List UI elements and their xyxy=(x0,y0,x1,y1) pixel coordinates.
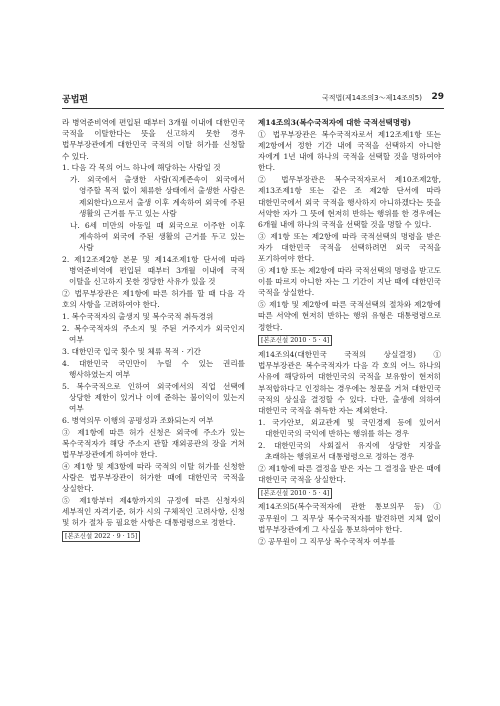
paragraph: ① 법무부장관은 복수국적자로서 제12조제1항 또는 제2항에서 정한 기간 내에 국적을 선택하지 아니한 자에게 1년 내에 하나의 국적을 선택할 것을 명하여야 한다. xyxy=(258,129,441,173)
paragraph: ② 법무부장관은 복수국적자로서 제10조제2항, 제13조제1항 또는 같은 조 제2항 단서에 따라 대한민국에서 외국 국적을 행사하지 아니하겠다는 뜻을 서약한 자가 그 뜻에 현저히 반하는 행위를 한 경우에는 6개월 내에 하나의 국적을 선택할 것을 명할 수 있다. xyxy=(258,175,441,230)
paragraph: 제14조의4(대한민국 국적의 상실결정) ① 법무부장관은 복수국적자가 다음 각 호의 어느 하나의 사유에 해당하여 대한민국의 국적을 보유함이 현저히 부적합하다고 인정하는 경우에는 청문을 거쳐 대한민국 국적의 상실을 결정할 수 있다. 다만, 출생에 의하여 대한민국 국적을 취득한 자는 제외한다. xyxy=(258,350,441,416)
paragraph: ③ 제1항 또는 제2항에 따라 국적선택의 명령을 받은 자가 대한민국 국적을 선택하려면 외국 국적을 포기하여야 한다. xyxy=(258,231,441,264)
header-rule xyxy=(62,108,444,109)
list-item: 2. 제12조제2항 본문 및 제14조제1항 단서에 따라 병역준비역에 편입된 때부터 3개월 이내에 국적 이탈을 신고하지 못한 정당한 사유가 있을 것 xyxy=(62,254,245,287)
section-title: 공법편 xyxy=(62,95,89,105)
page-header xyxy=(62,92,444,108)
amendment-badge: [본조신설 2010 · 5 · 4] xyxy=(258,488,332,499)
paragraph: 제14조의5(복수국적자에 관한 통보의무 등) ① 공무원이 그 직무상 복수국적자를 발견하면 지체 없이 법무부장관에게 그 사실을 통보하여야 한다. xyxy=(258,502,441,534)
paragraph: 라 병역준비역에 편입된 때부터 3개월 이내에 대한민국 국적을 이탈한다는 뜻을 신고하지 못한 경우 법무부장관에게 대한민국 국적의 이탈 허가를 신청할 수 있다. xyxy=(62,118,245,161)
list-item: 1. 복수국적자의 출생지 및 복수국적 취득경위 xyxy=(62,312,214,322)
list-item: 나. 6세 미만의 아동일 때 외국으로 이주한 이후 계속하여 외국에 주된 생활의 근거를 두고 있는 사람 xyxy=(70,220,245,253)
left-column xyxy=(62,117,245,545)
amendment-note xyxy=(258,486,441,501)
amendment-badge: [본조신설 2010 · 5 · 4] xyxy=(258,335,332,346)
paragraph: ② 법무부장관은 제1항에 따른 허가를 할 때 다음 각 호의 사항을 고려하여야 한다. xyxy=(62,289,245,310)
amendment-note xyxy=(62,529,245,544)
running-header: 국적법(제14조의3～제14조의5) xyxy=(321,94,422,102)
list-item: 1. 국가안보, 외교관계 및 국민경제 등에 있어서 대한민국의 국익에 반하는 행위를 하는 경우 xyxy=(258,417,441,439)
list-item: 3. 대한민국 입국 횟수 및 체류 목적 · 기간 xyxy=(62,346,202,356)
page-number: 29 xyxy=(431,92,444,102)
list-item: 5. 복수국적으로 인하여 외국에서의 직업 선택에 상당한 제한이 있거나 이에 준하는 불이익이 있는지 여부 xyxy=(62,381,245,414)
paragraph: ② 제1항에 따른 결정을 받은 자는 그 결정을 받은 때에 대한민국 국적을 상실한다. xyxy=(258,463,441,485)
paragraph: ③ 제1항에 따른 허가 신청은 외국에 주소가 있는 복수국적자가 해당 주소지 관할 재외공관의 장을 거쳐 법무부장관에게 하여야 한다. xyxy=(62,427,245,460)
right-column xyxy=(258,117,441,547)
amendment-badge: [본조신설 2022 · 9 · 15] xyxy=(62,531,140,542)
list-item: 1. 다음 각 목의 어느 하나에 해당하는 사람일 것 xyxy=(62,163,221,173)
list-item: 가. 외국에서 출생한 사람(직계존속이 외국에서 영주할 목적 없이 체류한 상태에서 출생한 사람은 제외한다)으로서 출생 이후 계속하여 외국에 주된 생활의 근거를 두고 있는 사람 xyxy=(70,175,245,218)
amendment-note xyxy=(258,333,441,348)
paragraph: ② 공무원이 그 직무상 복수국적자 여부를 xyxy=(258,536,396,546)
list-item: 2. 복수국적자의 주소지 및 주된 거주지가 외국인지 여부 xyxy=(62,323,245,345)
paragraph: ④ 제1항 및 제3항에 따라 국적의 이탈 허가를 신청한 사람은 법무부장관이 허가한 때에 대한민국 국적을 상실한다. xyxy=(62,461,245,494)
article-heading: 제14조의3(복수국적자에 대한 국적선택명령) xyxy=(258,118,412,127)
list-item: 2. 대한민국의 사회질서 유지에 상당한 지장을 초래하는 행위로서 대통령령으로 정하는 경우 xyxy=(258,440,441,462)
list-item: 4. 대한민국 국민만이 누릴 수 있는 권리를 행사하였는지 여부 xyxy=(62,358,245,379)
paragraph: ④ 제1항 또는 제2항에 따라 국적선택의 명령을 받고도 이를 따르지 아니한 자는 그 기간이 지난 때에 대한민국 국적을 상실한다. xyxy=(258,266,441,298)
paragraph: ⑤ 제1항부터 제4항까지의 규정에 따른 신청자의 세부적인 자격기준, 허가 시의 구체적인 고려사항, 신청 및 허가 절차 등 필요한 사항은 대통령령으로 정한다. xyxy=(62,496,245,528)
paragraph: ⑤ 제1항 및 제2항에 따른 국적선택의 절차와 제2항에 따른 서약에 현저히 반하는 행위 유형은 대통령령으로 정한다. xyxy=(258,300,441,332)
list-item: 6. 병역의무 이행의 공평성과 조화되는지 여부 xyxy=(62,415,214,425)
